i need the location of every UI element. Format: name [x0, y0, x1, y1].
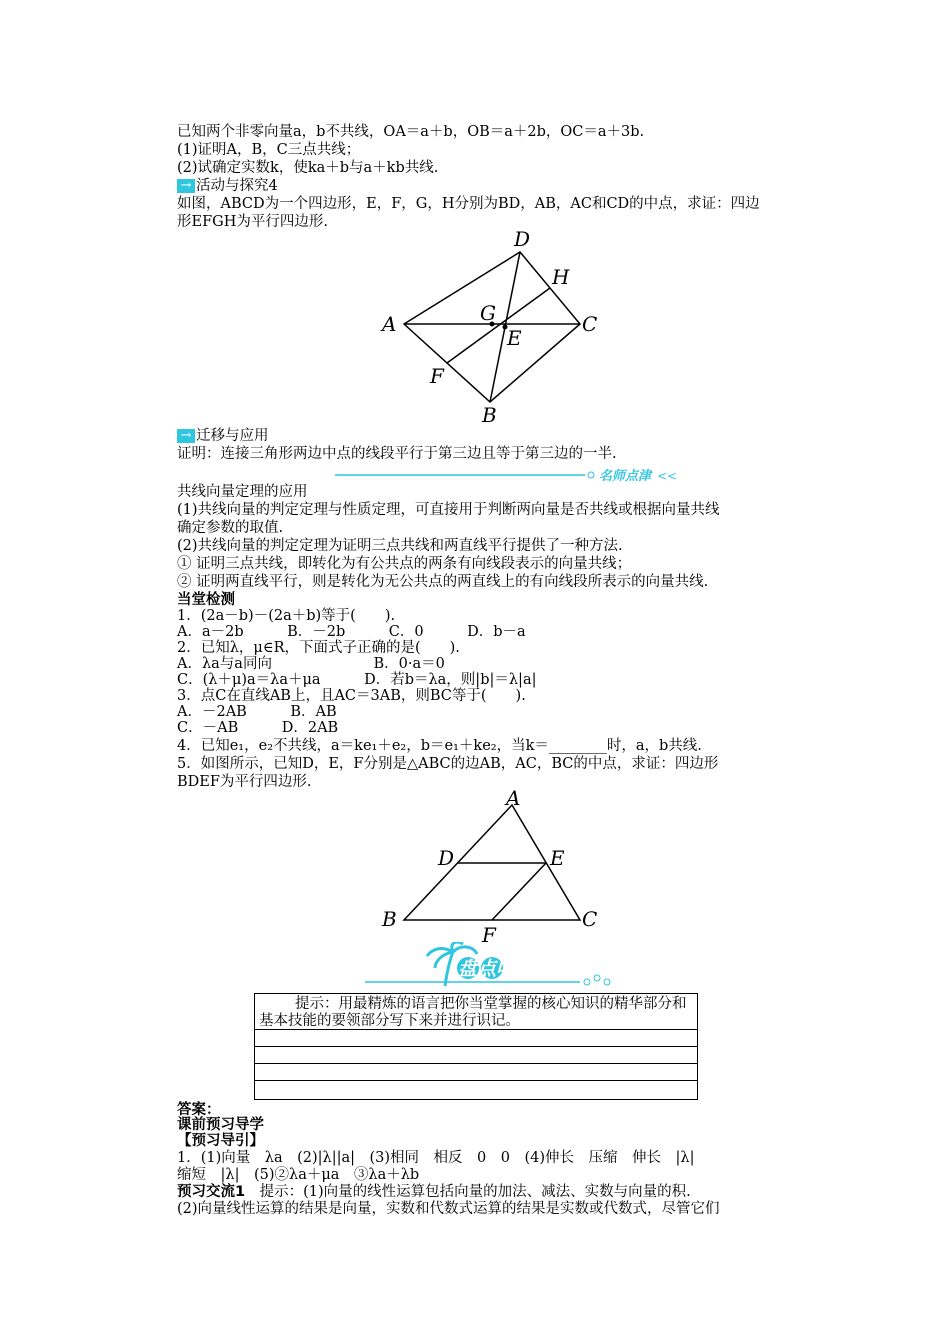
summary-title: 共线向量定理的应用: [177, 484, 308, 500]
notes-tip: 提示：用最精炼的语言把你当堂掌握的核心知识的精华部分和基本技能的要领部分写下来并进行识记。: [259, 996, 687, 1029]
svg-text:<<: <<: [657, 469, 678, 483]
notes-line[interactable]: [255, 1063, 697, 1064]
label-b: B: [382, 907, 397, 931]
problem-statement: 已知两个非零向量a，b不共线，OA＝a＋b，OB＝a＋2b，OC＝a＋3b.: [177, 124, 645, 140]
notes-line[interactable]: [255, 1080, 697, 1081]
answer-1-cont: 缩短 |λ| (5)②λa＋μa ③λa＋λb: [177, 1167, 420, 1183]
answer-1: 1．(1)向量 λa (2)|λ||a| (3)相同 相反 0 0 (4)伸长 压缩 伸长 |λ|: [177, 1150, 695, 1166]
question-3-options-ab: A．－2AB B．AB: [177, 704, 337, 720]
problem-part-2: (2)试确定实数k，使ka＋b与a＋kb共线.: [177, 160, 439, 176]
summary-2b: ② 证明两直线平行，则是转化为无公共点的两直线上的有向线段所表示的向量共线.: [177, 574, 709, 590]
mingshi-label: 名师点津: [599, 469, 652, 483]
question-2: 2．已知λ，μ∈R，下面式子正确的是( ).: [177, 640, 460, 656]
in-class-test-heading: 当堂检测: [177, 592, 235, 608]
question-4: 4．已知e₁，e₂不共线，a＝ke₁＋e₂，b＝e₁＋ke₂，当k＝________时，a，b共线.: [177, 738, 702, 754]
arrow-marker-icon: →: [177, 429, 195, 443]
problem-part-1: (1)证明A，B，C三点共线；: [177, 142, 361, 158]
summary-1-cont: 确定参数的取值.: [177, 520, 284, 536]
preview-exchange-label: 预习交流1: [177, 1184, 246, 1200]
label-e: E: [507, 326, 522, 350]
label-d: D: [438, 846, 455, 870]
quadrilateral-figure: [370, 228, 610, 433]
segment-ef: [492, 863, 546, 920]
preview-intro-heading: 【预习导引】: [177, 1133, 264, 1149]
segment-fh: [447, 288, 550, 363]
question-2-options-cd: C．(λ＋μ)a＝λa＋μa D．若b＝λa，则|b|＝λ|a|: [177, 672, 537, 688]
notes-line[interactable]: [255, 1046, 697, 1047]
label-a: A: [382, 312, 397, 336]
question-3: 3．点C在直线AB上，且AC＝3AB，则BC等于( ).: [177, 688, 526, 704]
question-3-options-cd: C．－AB D．2AB: [177, 720, 339, 736]
label-e: E: [550, 846, 565, 870]
label-f: F: [430, 364, 444, 388]
summary-2: (2)共线向量的判定定理为证明三点共线和两直线平行提供了一种方法.: [177, 538, 623, 554]
preview-exchange-1-cont: (2)向量线性运算的结果是向量，实数和代数式运算的结果是实数或代数式，尽管它们: [177, 1201, 720, 1217]
question-1-options: A．a－2b B．－2b C．0 D．b－a: [177, 624, 526, 640]
question-5-cont: BDEF为平行四边形.: [177, 774, 312, 790]
activity-4-text: 如图，ABCD为一个四边形，E，F，G，H分别为BD，AB，AC和CD的中点，求证：四边: [177, 196, 760, 212]
preview-exchange-1: 预习交流1 提示：(1)向量的线性运算包括向量的加法、减法、实数与向量的积.: [177, 1184, 691, 1200]
summary-2a: ① 证明三点共线，即转化为有公共点的两条有向线段表示的向量共线；: [177, 556, 632, 572]
pandian-label: 盘点收获: [458, 958, 535, 980]
arrow-marker-icon: →: [177, 179, 195, 193]
label-h: H: [552, 265, 570, 289]
summary-1: (1)共线向量的判定定理与性质定理，可直接用于判断两向量是否共线或根据向量共线: [177, 502, 720, 518]
notes-box: [254, 993, 698, 1100]
mingshi-divider: [335, 467, 695, 483]
label-f: F: [482, 923, 496, 945]
transfer-heading: → 迁移与应用: [177, 428, 269, 445]
label-g: G: [480, 301, 496, 325]
activity-4-heading: → 活动与探究4: [177, 178, 278, 195]
pandian-banner: [365, 942, 630, 992]
question-5: 5．如图所示，已知D，E，F分别是△ABC的边AB，AC，BC的中点，求证：四边形: [177, 756, 719, 772]
question-2-options-ab: A．λa与a同向 B．0·a＝0: [177, 656, 445, 672]
label-a: A: [506, 786, 521, 810]
triangle-figure: [372, 785, 607, 945]
question-1: 1．(2a－b)－(2a＋b)等于( ).: [177, 608, 396, 624]
answers-heading: 答案：: [177, 1102, 221, 1118]
activity-4-text-cont: 形EFGH为平行四边形.: [177, 214, 328, 230]
label-b: B: [482, 403, 497, 427]
label-c: C: [582, 907, 598, 931]
preview-guide-heading: 课前预习导学: [177, 1117, 264, 1133]
label-d: D: [514, 228, 531, 251]
transfer-proof: 证明：连接三角形两边中点的线段平行于第三边且等于第三边的一半.: [177, 446, 617, 462]
notes-line[interactable]: [255, 1029, 697, 1030]
label-c: C: [582, 312, 598, 336]
